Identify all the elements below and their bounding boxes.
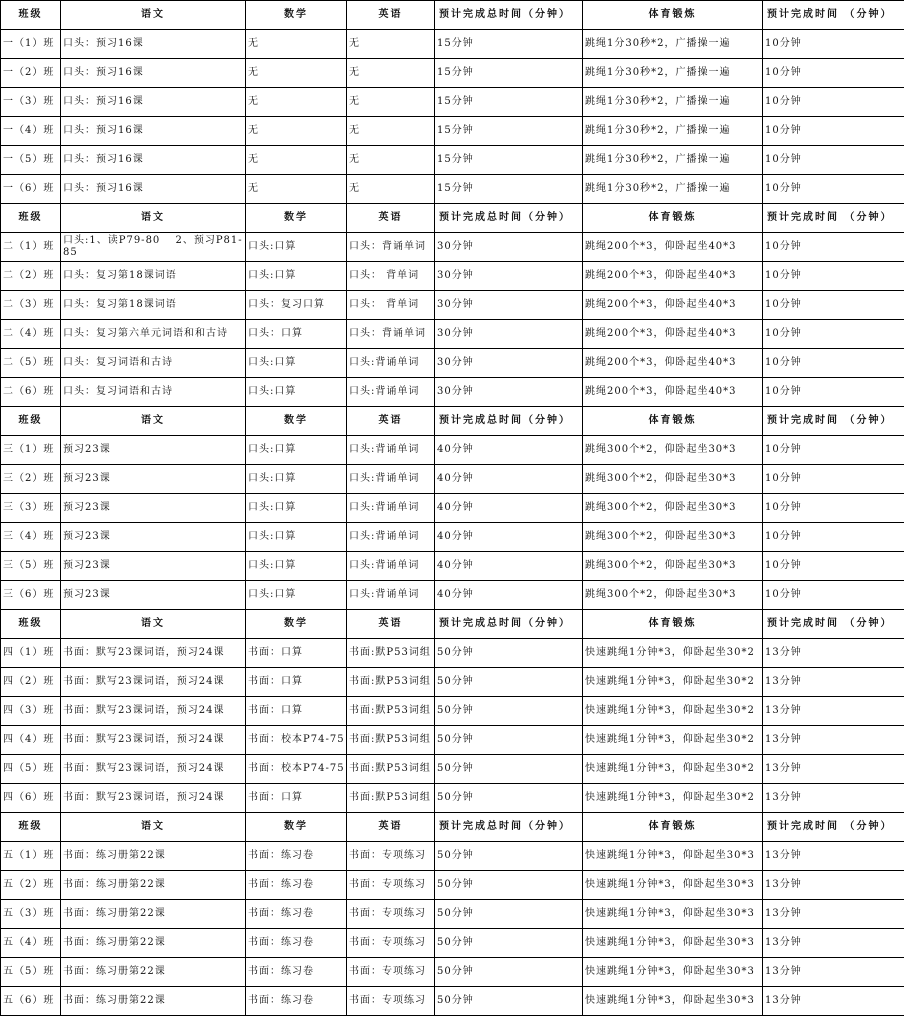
cell-pe-time: 10分钟	[763, 349, 904, 378]
cell-class: 五（5）班	[1, 958, 61, 987]
cell-chinese: 预习23课	[61, 552, 246, 581]
cell-chinese: 书面：练习册第22课	[61, 842, 246, 871]
cell-class: 五（3）班	[1, 900, 61, 929]
cell-pe-time: 13分钟	[763, 726, 904, 755]
cell-pe: 跳绳300个*2，仰卧起坐30*3	[583, 465, 763, 494]
table-row	[1, 639, 904, 668]
table-row	[1, 30, 904, 59]
cell-class: 五（2）班	[1, 871, 61, 900]
cell-chinese: 口头：预习16课	[61, 59, 246, 88]
cell-pe: 跳绳1分30秒*2，广播操一遍	[583, 117, 763, 146]
cell-pe: 跳绳300个*2，仰卧起坐30*3	[583, 581, 763, 610]
cell-english: 口头：背诵单词	[347, 320, 435, 349]
cell-chinese: 书面：练习册第22课	[61, 929, 246, 958]
table-row	[1, 552, 904, 581]
header-chinese: 语文	[61, 1, 246, 30]
cell-english: 口头:背诵单词	[347, 494, 435, 523]
header-row	[1, 610, 904, 639]
cell-math: 无	[246, 175, 347, 204]
header-pe: 体育锻炼	[583, 813, 763, 842]
table-row	[1, 987, 904, 1016]
cell-total-time: 50分钟	[435, 784, 583, 813]
cell-class: 一（6）班	[1, 175, 61, 204]
cell-class: 二（6）班	[1, 378, 61, 407]
header-grade: 班级	[1, 1, 61, 30]
table-row	[1, 494, 904, 523]
cell-total-time: 50分钟	[435, 871, 583, 900]
cell-total-time: 15分钟	[435, 146, 583, 175]
cell-pe: 快速跳绳1分钟*3，仰卧起坐30*3	[583, 958, 763, 987]
header-row	[1, 1, 904, 30]
cell-math: 口头:口算	[246, 262, 347, 291]
table-row	[1, 668, 904, 697]
table-row	[1, 929, 904, 958]
cell-pe: 跳绳200个*3，仰卧起坐40*3	[583, 291, 763, 320]
header-math: 数学	[246, 813, 347, 842]
cell-total-time: 40分钟	[435, 494, 583, 523]
cell-math: 无	[246, 117, 347, 146]
cell-chinese: 书面：练习册第22课	[61, 900, 246, 929]
cell-pe-time: 10分钟	[763, 494, 904, 523]
cell-english: 口头： 背单词	[347, 262, 435, 291]
header-pe: 体育锻炼	[583, 407, 763, 436]
cell-total-time: 30分钟	[435, 320, 583, 349]
cell-english: 书面:默P53词组	[347, 726, 435, 755]
cell-math: 口头：口算	[246, 320, 347, 349]
cell-pe: 跳绳1分30秒*2，广播操一遍	[583, 59, 763, 88]
cell-chinese: 口头：复习第18课词语	[61, 291, 246, 320]
header-math: 数学	[246, 610, 347, 639]
cell-total-time: 30分钟	[435, 349, 583, 378]
cell-pe-time: 13分钟	[763, 987, 904, 1016]
cell-total-time: 50分钟	[435, 987, 583, 1016]
header-pe-time: 预计完成时间 （分钟）	[763, 407, 904, 436]
cell-pe-time: 13分钟	[763, 755, 904, 784]
header-chinese: 语文	[61, 610, 246, 639]
cell-class: 四（2）班	[1, 668, 61, 697]
cell-chinese: 书面：默写23课词语，预习24课	[61, 639, 246, 668]
header-total-time: 预计完成总时间（分钟）	[435, 407, 583, 436]
cell-pe: 快速跳绳1分钟*3，仰卧起坐30*2	[583, 639, 763, 668]
cell-chinese: 口头：预习16课	[61, 175, 246, 204]
cell-pe: 快速跳绳1分钟*3，仰卧起坐30*2	[583, 755, 763, 784]
header-pe-time: 预计完成时间 （分钟）	[763, 204, 904, 233]
header-pe: 体育锻炼	[583, 204, 763, 233]
table-row	[1, 581, 904, 610]
cell-pe: 跳绳300个*2，仰卧起坐30*3	[583, 494, 763, 523]
cell-class: 二（3）班	[1, 291, 61, 320]
table-row	[1, 146, 904, 175]
cell-pe: 快速跳绳1分钟*3，仰卧起坐30*3	[583, 900, 763, 929]
header-pe: 体育锻炼	[583, 610, 763, 639]
cell-class: 二（4）班	[1, 320, 61, 349]
table-row	[1, 726, 904, 755]
cell-pe: 快速跳绳1分钟*3，仰卧起坐30*2	[583, 697, 763, 726]
header-grade: 班级	[1, 813, 61, 842]
cell-math: 无	[246, 30, 347, 59]
cell-pe-time: 10分钟	[763, 523, 904, 552]
header-pe: 体育锻炼	[583, 1, 763, 30]
cell-class: 五（6）班	[1, 987, 61, 1016]
cell-pe-time: 10分钟	[763, 581, 904, 610]
cell-class: 四（4）班	[1, 726, 61, 755]
cell-math: 书面：练习卷	[246, 987, 347, 1016]
cell-english: 无	[347, 117, 435, 146]
cell-pe: 跳绳1分30秒*2，广播操一遍	[583, 146, 763, 175]
cell-total-time: 50分钟	[435, 697, 583, 726]
cell-pe-time: 10分钟	[763, 436, 904, 465]
cell-class: 四（1）班	[1, 639, 61, 668]
header-total-time: 预计完成总时间（分钟）	[435, 204, 583, 233]
cell-english: 口头:背诵单词	[347, 436, 435, 465]
table-row	[1, 117, 904, 146]
cell-total-time: 50分钟	[435, 668, 583, 697]
cell-class: 三（5）班	[1, 552, 61, 581]
cell-class: 一（2）班	[1, 59, 61, 88]
cell-math: 书面：口算	[246, 697, 347, 726]
cell-english: 书面：专项练习	[347, 871, 435, 900]
cell-math: 口头:口算	[246, 465, 347, 494]
cell-english: 书面:默P53词组	[347, 639, 435, 668]
header-pe-time: 预计完成时间 （分钟）	[763, 813, 904, 842]
cell-math: 书面：练习卷	[246, 842, 347, 871]
cell-chinese: 口头:1、读P79-80 2、预习P81-85	[61, 233, 246, 262]
cell-pe: 跳绳1分30秒*2，广播操一遍	[583, 30, 763, 59]
cell-chinese: 预习23课	[61, 523, 246, 552]
cell-pe: 快速跳绳1分钟*3，仰卧起坐30*3	[583, 987, 763, 1016]
cell-math: 口头:口算	[246, 552, 347, 581]
cell-math: 书面：练习卷	[246, 900, 347, 929]
cell-pe: 快速跳绳1分钟*3，仰卧起坐30*2	[583, 726, 763, 755]
cell-math: 书面：口算	[246, 639, 347, 668]
cell-class: 四（5）班	[1, 755, 61, 784]
header-pe-time: 预计完成时间 （分钟）	[763, 1, 904, 30]
cell-total-time: 50分钟	[435, 958, 583, 987]
table-row	[1, 842, 904, 871]
header-chinese: 语文	[61, 813, 246, 842]
cell-class: 一（5）班	[1, 146, 61, 175]
table-body	[1, 1, 904, 1016]
cell-total-time: 15分钟	[435, 59, 583, 88]
cell-chinese: 预习23课	[61, 436, 246, 465]
cell-chinese: 预习23课	[61, 494, 246, 523]
cell-english: 书面:默P53词组	[347, 697, 435, 726]
cell-pe-time: 10分钟	[763, 378, 904, 407]
header-pe-time: 预计完成时间 （分钟）	[763, 610, 904, 639]
cell-total-time: 30分钟	[435, 378, 583, 407]
table-row	[1, 262, 904, 291]
cell-pe: 跳绳300个*2，仰卧起坐30*3	[583, 523, 763, 552]
cell-pe-time: 13分钟	[763, 900, 904, 929]
cell-total-time: 40分钟	[435, 465, 583, 494]
cell-math: 口头：复习口算	[246, 291, 347, 320]
header-english: 英语	[347, 813, 435, 842]
cell-chinese: 书面：练习册第22课	[61, 871, 246, 900]
cell-pe-time: 10分钟	[763, 320, 904, 349]
cell-chinese: 口头：预习16课	[61, 117, 246, 146]
cell-pe-time: 10分钟	[763, 88, 904, 117]
cell-english: 无	[347, 175, 435, 204]
cell-chinese: 书面：默写23课词语，预习24课	[61, 726, 246, 755]
table-row	[1, 523, 904, 552]
cell-pe: 跳绳200个*3，仰卧起坐40*3	[583, 349, 763, 378]
cell-pe: 跳绳200个*3，仰卧起坐40*3	[583, 262, 763, 291]
cell-pe: 快速跳绳1分钟*3，仰卧起坐30*3	[583, 929, 763, 958]
cell-pe-time: 10分钟	[763, 233, 904, 262]
cell-english: 口头： 背单词	[347, 291, 435, 320]
cell-english: 无	[347, 146, 435, 175]
cell-total-time: 50分钟	[435, 929, 583, 958]
table-row	[1, 900, 904, 929]
cell-class: 三（1）班	[1, 436, 61, 465]
cell-total-time: 15分钟	[435, 88, 583, 117]
cell-pe: 跳绳200个*3，仰卧起坐40*3	[583, 233, 763, 262]
cell-pe-time: 10分钟	[763, 30, 904, 59]
header-math: 数学	[246, 204, 347, 233]
header-chinese: 语文	[61, 204, 246, 233]
cell-math: 口头:口算	[246, 581, 347, 610]
cell-pe-time: 10分钟	[763, 175, 904, 204]
cell-chinese: 书面：练习册第22课	[61, 987, 246, 1016]
cell-chinese: 口头：复习词语和古诗	[61, 378, 246, 407]
cell-total-time: 40分钟	[435, 581, 583, 610]
cell-chinese: 书面：默写23课词语，预习24课	[61, 755, 246, 784]
cell-total-time: 40分钟	[435, 436, 583, 465]
cell-math: 书面：练习卷	[246, 958, 347, 987]
cell-pe: 快速跳绳1分钟*3，仰卧起坐30*3	[583, 871, 763, 900]
cell-english: 书面:默P53词组	[347, 784, 435, 813]
cell-chinese: 口头：复习第六单元词语和和古诗	[61, 320, 246, 349]
table-row	[1, 378, 904, 407]
cell-pe: 跳绳200个*3，仰卧起坐40*3	[583, 378, 763, 407]
cell-total-time: 40分钟	[435, 552, 583, 581]
cell-english: 书面:默P53词组	[347, 755, 435, 784]
header-chinese: 语文	[61, 407, 246, 436]
cell-math: 书面：练习卷	[246, 871, 347, 900]
cell-total-time: 15分钟	[435, 175, 583, 204]
cell-english: 书面：专项练习	[347, 842, 435, 871]
cell-pe: 快速跳绳1分钟*3，仰卧起坐30*2	[583, 668, 763, 697]
cell-pe-time: 10分钟	[763, 291, 904, 320]
cell-pe-time: 10分钟	[763, 117, 904, 146]
cell-pe-time: 10分钟	[763, 262, 904, 291]
cell-pe: 跳绳300个*2，仰卧起坐30*3	[583, 436, 763, 465]
table-row	[1, 175, 904, 204]
cell-total-time: 50分钟	[435, 639, 583, 668]
cell-english: 无	[347, 30, 435, 59]
cell-chinese: 口头：预习16课	[61, 88, 246, 117]
cell-chinese: 书面：练习册第22课	[61, 958, 246, 987]
cell-pe-time: 13分钟	[763, 639, 904, 668]
cell-chinese: 预习23课	[61, 581, 246, 610]
cell-math: 口头:口算	[246, 233, 347, 262]
cell-pe: 跳绳300个*2，仰卧起坐30*3	[583, 552, 763, 581]
header-total-time: 预计完成总时间（分钟）	[435, 610, 583, 639]
cell-pe-time: 13分钟	[763, 871, 904, 900]
cell-total-time: 50分钟	[435, 726, 583, 755]
cell-pe: 跳绳1分30秒*2，广播操一遍	[583, 88, 763, 117]
cell-class: 一（3）班	[1, 88, 61, 117]
cell-math: 无	[246, 88, 347, 117]
cell-pe: 快速跳绳1分钟*3，仰卧起坐30*3	[583, 842, 763, 871]
cell-class: 二（1）班	[1, 233, 61, 262]
cell-math: 书面：校本P74-75	[246, 755, 347, 784]
table-row	[1, 755, 904, 784]
cell-class: 三（2）班	[1, 465, 61, 494]
header-english: 英语	[347, 610, 435, 639]
table-row	[1, 349, 904, 378]
cell-pe: 跳绳200个*3，仰卧起坐40*3	[583, 320, 763, 349]
cell-pe: 快速跳绳1分钟*3，仰卧起坐30*2	[583, 784, 763, 813]
cell-math: 口头:口算	[246, 378, 347, 407]
cell-chinese: 书面：默写23课词语，预习24课	[61, 697, 246, 726]
header-grade: 班级	[1, 610, 61, 639]
table-row	[1, 871, 904, 900]
cell-math: 书面：练习卷	[246, 929, 347, 958]
header-english: 英语	[347, 204, 435, 233]
cell-math: 无	[246, 146, 347, 175]
cell-english: 口头：背诵单词	[347, 233, 435, 262]
cell-pe-time: 13分钟	[763, 784, 904, 813]
cell-math: 书面：口算	[246, 668, 347, 697]
cell-english: 书面：专项练习	[347, 987, 435, 1016]
cell-pe: 跳绳1分30秒*2，广播操一遍	[583, 175, 763, 204]
cell-english: 口头:背诵单词	[347, 378, 435, 407]
cell-class: 四（6）班	[1, 784, 61, 813]
table-row	[1, 697, 904, 726]
header-row	[1, 407, 904, 436]
cell-chinese: 口头：复习第18课词语	[61, 262, 246, 291]
cell-chinese: 预习23课	[61, 465, 246, 494]
cell-class: 二（2）班	[1, 262, 61, 291]
cell-pe-time: 13分钟	[763, 668, 904, 697]
cell-total-time: 30分钟	[435, 291, 583, 320]
header-grade: 班级	[1, 204, 61, 233]
cell-english: 口头:背诵单词	[347, 465, 435, 494]
cell-total-time: 30分钟	[435, 262, 583, 291]
header-grade: 班级	[1, 407, 61, 436]
header-english: 英语	[347, 1, 435, 30]
cell-total-time: 30分钟	[435, 233, 583, 262]
cell-english: 口头:背诵单词	[347, 349, 435, 378]
cell-math: 口头:口算	[246, 436, 347, 465]
cell-english: 无	[347, 88, 435, 117]
table-row	[1, 436, 904, 465]
cell-pe-time: 13分钟	[763, 697, 904, 726]
header-math: 数学	[246, 1, 347, 30]
cell-class: 一（4）班	[1, 117, 61, 146]
cell-total-time: 15分钟	[435, 117, 583, 146]
cell-total-time: 50分钟	[435, 900, 583, 929]
table-row	[1, 320, 904, 349]
cell-total-time: 15分钟	[435, 30, 583, 59]
cell-math: 书面：校本P74-75	[246, 726, 347, 755]
cell-english: 口头:背诵单词	[347, 552, 435, 581]
table-row	[1, 291, 904, 320]
cell-class: 二（5）班	[1, 349, 61, 378]
cell-math: 书面：口算	[246, 784, 347, 813]
cell-math: 口头:口算	[246, 349, 347, 378]
cell-english: 书面：专项练习	[347, 958, 435, 987]
cell-pe-time: 10分钟	[763, 59, 904, 88]
cell-english: 口头:背诵单词	[347, 523, 435, 552]
cell-math: 口头:口算	[246, 523, 347, 552]
table-row	[1, 59, 904, 88]
cell-chinese: 书面：默写23课词语，预习24课	[61, 668, 246, 697]
cell-english: 书面：专项练习	[347, 929, 435, 958]
cell-pe-time: 10分钟	[763, 552, 904, 581]
cell-math: 口头:口算	[246, 494, 347, 523]
cell-chinese: 口头：预习16课	[61, 30, 246, 59]
cell-pe-time: 13分钟	[763, 842, 904, 871]
cell-chinese: 口头：预习16课	[61, 146, 246, 175]
header-english: 英语	[347, 407, 435, 436]
cell-total-time: 50分钟	[435, 755, 583, 784]
cell-pe-time: 13分钟	[763, 958, 904, 987]
cell-chinese: 书面：默写23课词语，预习24课	[61, 784, 246, 813]
cell-pe-time: 10分钟	[763, 465, 904, 494]
cell-class: 五（1）班	[1, 842, 61, 871]
header-total-time: 预计完成总时间（分钟）	[435, 813, 583, 842]
table-row	[1, 233, 904, 262]
cell-class: 三（6）班	[1, 581, 61, 610]
cell-english: 口头:背诵单词	[347, 581, 435, 610]
table-row	[1, 958, 904, 987]
cell-english: 无	[347, 59, 435, 88]
cell-class: 四（3）班	[1, 697, 61, 726]
table-row	[1, 784, 904, 813]
cell-math: 无	[246, 59, 347, 88]
header-row	[1, 813, 904, 842]
cell-pe-time: 13分钟	[763, 929, 904, 958]
cell-english: 书面:默P53词组	[347, 668, 435, 697]
cell-class: 三（3）班	[1, 494, 61, 523]
cell-pe-time: 10分钟	[763, 146, 904, 175]
cell-total-time: 40分钟	[435, 523, 583, 552]
cell-class: 五（4）班	[1, 929, 61, 958]
cell-total-time: 50分钟	[435, 842, 583, 871]
cell-english: 书面：专项练习	[347, 900, 435, 929]
cell-class: 三（4）班	[1, 523, 61, 552]
table-row	[1, 465, 904, 494]
header-row	[1, 204, 904, 233]
header-math: 数学	[246, 407, 347, 436]
table-row	[1, 88, 904, 117]
header-total-time: 预计完成总时间（分钟）	[435, 1, 583, 30]
cell-class: 一（1）班	[1, 30, 61, 59]
cell-chinese: 口头：复习词语和古诗	[61, 349, 246, 378]
